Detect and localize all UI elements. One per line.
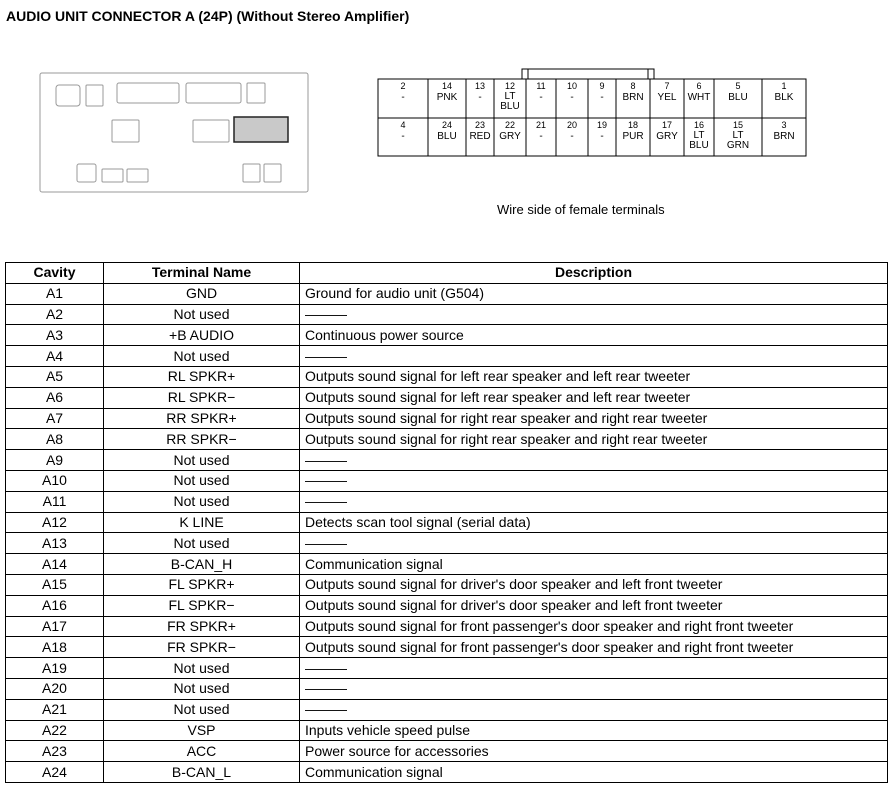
table-row: [6, 699, 888, 720]
cavity-number: 4: [400, 120, 406, 130]
cavity-cell: A3: [6, 325, 104, 346]
description-cell: ———: [300, 678, 888, 699]
description-cell: Outputs sound signal for front passenger's door speaker and right front tweeter: [300, 616, 888, 637]
table-row: [6, 366, 888, 387]
wire-color: -: [570, 131, 574, 142]
connector-cavity: [494, 118, 526, 156]
cavity-number: 23: [474, 120, 486, 130]
description-cell: Outputs sound signal for right rear speaker and right rear tweeter: [300, 429, 888, 450]
table-row: [6, 491, 888, 512]
terminal-name-cell: VSP: [104, 720, 300, 741]
cavity-number: 9: [599, 81, 605, 91]
table-row: [6, 762, 888, 783]
cavity-cell: A10: [6, 470, 104, 491]
cavity-cell: A5: [6, 366, 104, 387]
description-cell: Outputs sound signal for left rear speaker and left rear tweeter: [300, 366, 888, 387]
cavity-cell: A13: [6, 533, 104, 554]
connector-a-location-highlight: [234, 117, 288, 142]
description-cell: Inputs vehicle speed pulse: [300, 720, 888, 741]
cavity-cell: A15: [6, 574, 104, 595]
connector-cavity: [526, 79, 556, 118]
description-cell: Continuous power source: [300, 325, 888, 346]
connector-cavity: [714, 79, 762, 118]
wire-color: -: [478, 92, 482, 103]
terminal-name-cell: K LINE: [104, 512, 300, 533]
terminal-name-cell: RR SPKR−: [104, 429, 300, 450]
table-body: [6, 283, 888, 782]
diagram-caption: Wire side of female terminals: [497, 202, 665, 217]
description-cell: Outputs sound signal for left rear speaker and left rear tweeter: [300, 387, 888, 408]
wire-color-part: LT: [693, 130, 705, 141]
table-row: [6, 637, 888, 658]
description-cell: ———: [300, 470, 888, 491]
terminal-name-cell: Not used: [104, 533, 300, 554]
wire-color-part: LT: [732, 130, 744, 141]
description-cell: ———: [300, 346, 888, 367]
description-cell: ———: [300, 304, 888, 325]
wire-color: -: [600, 92, 604, 103]
description-cell: ———: [300, 450, 888, 471]
connector-cavity: [714, 118, 762, 156]
description-cell: ———: [300, 658, 888, 679]
wire-color: -: [401, 131, 405, 142]
table-row: [6, 325, 888, 346]
wire-color: WHT: [687, 92, 711, 103]
description-cell: ———: [300, 533, 888, 554]
cavity-number: 21: [535, 120, 547, 130]
description-cell: Outputs sound signal for driver's door speaker and left front tweeter: [300, 595, 888, 616]
wire-color: BLU: [437, 131, 457, 142]
wire-color: BRN: [622, 92, 644, 103]
table-row: [6, 574, 888, 595]
cavity-number: 3: [781, 120, 787, 130]
table-row: [6, 595, 888, 616]
connector-cavity: [378, 79, 428, 118]
cavity-number: 1: [781, 81, 787, 91]
cavity-number: 5: [735, 81, 741, 91]
terminal-name-cell: FL SPKR−: [104, 595, 300, 616]
table-row: [6, 658, 888, 679]
table-row: [6, 720, 888, 741]
wire-color: PNK: [436, 92, 458, 103]
connector-cavity: [762, 118, 806, 156]
description-cell: Ground for audio unit (G504): [300, 283, 888, 304]
connector-cavity: [526, 118, 556, 156]
table-row: [6, 450, 888, 471]
connector-cavity: [494, 79, 526, 118]
table-header-row: [6, 263, 888, 284]
table-row: [6, 470, 888, 491]
connector-cavity: [556, 118, 588, 156]
table-row: [6, 512, 888, 533]
wire-color: -: [401, 92, 405, 103]
table-row: [6, 616, 888, 637]
wire-color: RED: [469, 131, 491, 142]
cavity-cell: A14: [6, 554, 104, 575]
terminal-name-cell: Not used: [104, 450, 300, 471]
cavity-number: 18: [627, 120, 639, 130]
wire-color: GRY: [656, 131, 678, 142]
wire-color: PUR: [622, 131, 644, 142]
table-row: [6, 554, 888, 575]
terminal-name-cell: FR SPKR−: [104, 637, 300, 658]
wire-color: -: [600, 131, 604, 142]
terminal-table: [5, 262, 888, 783]
terminal-name-cell: ACC: [104, 741, 300, 762]
wire-color: BLU: [728, 92, 748, 103]
connector-cavity: [588, 79, 616, 118]
terminal-name-cell: RL SPKR−: [104, 387, 300, 408]
page-title: AUDIO UNIT CONNECTOR A (24P) (Without Stereo Amplifier): [6, 8, 410, 24]
header-terminal-name: Terminal Name: [104, 263, 300, 284]
terminal-name-cell: GND: [104, 283, 300, 304]
cavity-number: 22: [504, 120, 516, 130]
description-cell: ———: [300, 491, 888, 512]
cavity-cell: A2: [6, 304, 104, 325]
connector-cavity: [650, 79, 684, 118]
description-cell: Power source for accessories: [300, 741, 888, 762]
terminal-name-cell: Not used: [104, 699, 300, 720]
connector-cavity: [466, 79, 494, 118]
cavity-number: 19: [596, 120, 608, 130]
header-cavity: Cavity: [6, 263, 104, 284]
table-row: [6, 304, 888, 325]
terminal-name-cell: Not used: [104, 658, 300, 679]
table-row: [6, 741, 888, 762]
cavity-cell: A22: [6, 720, 104, 741]
cavity-cell: A23: [6, 741, 104, 762]
connector-diagram: [0, 0, 892, 240]
connector-cavity: [684, 118, 714, 156]
wire-color: YEL: [657, 92, 677, 103]
wire-color-part: LT: [504, 91, 516, 102]
connector-cavity: [378, 118, 428, 156]
cavity-number: 14: [441, 81, 453, 91]
wire-color: -: [570, 92, 574, 103]
connector-cavity: [684, 79, 714, 118]
cavity-cell: A8: [6, 429, 104, 450]
wire-color: BRN: [773, 131, 795, 142]
table-row: [6, 283, 888, 304]
connector-cavity: [650, 118, 684, 156]
table-row: [6, 408, 888, 429]
cavity-number: 12: [504, 81, 516, 91]
terminal-name-cell: +B AUDIO: [104, 325, 300, 346]
terminal-name-cell: Not used: [104, 304, 300, 325]
table-row: [6, 429, 888, 450]
cavity-cell: A17: [6, 616, 104, 637]
wire-color-part: BLU: [500, 101, 520, 112]
description-cell: Outputs sound signal for front passenger's door speaker and right front tweeter: [300, 637, 888, 658]
terminal-name-cell: Not used: [104, 470, 300, 491]
cavity-number: 13: [474, 81, 486, 91]
terminal-name-cell: FL SPKR+: [104, 574, 300, 595]
terminal-name-cell: B-CAN_H: [104, 554, 300, 575]
cavity-cell: A20: [6, 678, 104, 699]
cavity-number: 6: [696, 81, 702, 91]
cavity-number: 8: [630, 81, 636, 91]
wire-color-part: GRN: [726, 140, 750, 151]
cavity-number: 20: [566, 120, 578, 130]
cavity-cell: A16: [6, 595, 104, 616]
connector-cavity: [616, 79, 650, 118]
terminal-name-cell: B-CAN_L: [104, 762, 300, 783]
table-row: [6, 387, 888, 408]
connector-cavity: [616, 118, 650, 156]
description-cell: Outputs sound signal for driver's door speaker and left front tweeter: [300, 574, 888, 595]
cavity-number: 11: [536, 81, 546, 91]
connector-cavity: [428, 79, 466, 118]
description-cell: Communication signal: [300, 554, 888, 575]
wire-color: BLK: [774, 92, 794, 103]
cavity-cell: A1: [6, 283, 104, 304]
cavity-number: 17: [661, 120, 673, 130]
description-cell: Detects scan tool signal (serial data): [300, 512, 888, 533]
cavity-number: 2: [400, 81, 406, 91]
cavity-cell: A7: [6, 408, 104, 429]
wire-color: GRY: [499, 131, 521, 142]
cavity-cell: A24: [6, 762, 104, 783]
table-row: [6, 678, 888, 699]
connector-cavity: [428, 118, 466, 156]
cavity-cell: A9: [6, 450, 104, 471]
description-cell: Communication signal: [300, 762, 888, 783]
table-row: [6, 346, 888, 367]
cavity-number: 24: [441, 120, 453, 130]
cavity-number: 15: [732, 120, 744, 130]
header-description: Description: [300, 263, 888, 284]
connector-cells: [378, 79, 806, 156]
terminal-name-cell: RL SPKR+: [104, 366, 300, 387]
cavity-cell: A21: [6, 699, 104, 720]
cavity-number: 16: [693, 120, 705, 130]
terminal-name-cell: Not used: [104, 346, 300, 367]
terminal-name-cell: Not used: [104, 678, 300, 699]
cavity-number: 7: [664, 81, 670, 91]
connector-cavity: [588, 118, 616, 156]
cavity-cell: A12: [6, 512, 104, 533]
wire-color: -: [539, 131, 543, 142]
terminal-name-cell: RR SPKR+: [104, 408, 300, 429]
description-cell: Outputs sound signal for right rear speaker and right rear tweeter: [300, 408, 888, 429]
cavity-cell: A6: [6, 387, 104, 408]
cavity-cell: A4: [6, 346, 104, 367]
cavity-cell: A18: [6, 637, 104, 658]
wire-color-part: BLU: [689, 140, 709, 151]
terminal-name-cell: FR SPKR+: [104, 616, 300, 637]
description-cell: ———: [300, 699, 888, 720]
wire-color: -: [539, 92, 543, 103]
table-row: [6, 533, 888, 554]
connector-cavity: [556, 79, 588, 118]
cavity-cell: A11: [6, 491, 104, 512]
cavity-cell: A19: [6, 658, 104, 679]
cavity-number: 10: [566, 81, 578, 91]
terminal-name-cell: Not used: [104, 491, 300, 512]
connector-cavity: [762, 79, 806, 118]
connector-cavity: [466, 118, 494, 156]
